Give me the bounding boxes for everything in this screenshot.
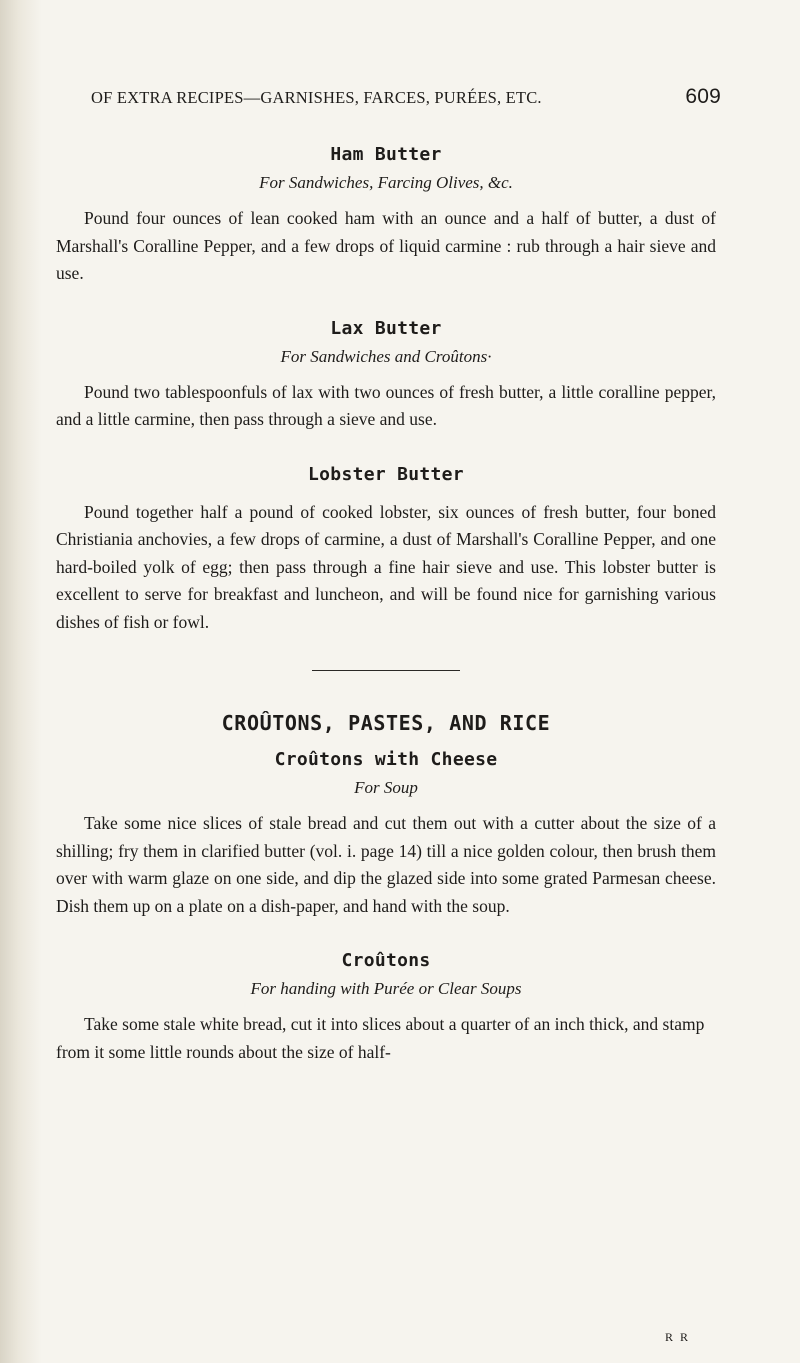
recipe-subtitle: For Sandwiches and Croûtons·	[280, 346, 492, 366]
recipe-title: Lobster Butter	[308, 463, 464, 485]
page-number: 609	[685, 85, 721, 108]
recipe-croutons	[56, 950, 716, 1066]
recipe-lax-butter	[56, 318, 716, 434]
signature-mark: R R	[665, 1330, 691, 1344]
recipe-text: Take some nice slices of stale bread and cut them out with a cutter about the size of a shilling; fry them in clarified butter (vol. i. page 14) till a nice golden colour, then brush them over with warm glaze on one side, and dip the glazed side into some grated Parmesan cheese. Dish them up on a plate on a dish-paper, and hand with the soup.	[56, 813, 716, 916]
recipe-title: Ham Butter	[330, 144, 442, 165]
recipe-ham-butter	[56, 144, 716, 288]
recipe-lobster-butter	[56, 464, 716, 637]
recipe-subtitle: For handing with Purée or Clear Soups	[250, 979, 522, 998]
recipe-text: Pound four ounces of lean cooked ham with an ounce and a half of butter, a dust of Marshall's Coralline Pepper, and a few drops of liquid carmine : rub through a hair sieve and use.	[56, 208, 716, 283]
recipe-subtitle: For Sandwiches, Farcing Olives, &c.	[259, 173, 513, 192]
running-title: OF EXTRA RECIPES—GARNISHES, FARCES, PURÉES, ETC.	[91, 88, 542, 107]
recipe-croutons-with-cheese	[56, 749, 716, 920]
recipe-title: Lax Butter	[330, 317, 442, 339]
recipe-subtitle: For Soup	[354, 778, 418, 797]
recipe-title: Croûtons	[341, 950, 431, 971]
page-edge-shadow	[0, 0, 42, 1363]
section-divider	[312, 670, 460, 671]
recipe-text: Take some stale white bread, cut it into slices about a quarter of an inch thick, and stamp from it some little rounds about the size of half-	[56, 1014, 705, 1062]
recipe-text: Pound two tablespoonfuls of lax with two ounces of fresh butter, a little coralline pepper, and a little carmine, then pass through a sieve and use.	[56, 381, 716, 429]
page-content	[56, 144, 716, 1066]
chapter-heading: CROÛTONS, PASTES, AND RICE	[221, 711, 551, 735]
recipe-title: Croûtons with Cheese	[274, 749, 498, 770]
running-header	[91, 85, 721, 108]
recipe-text: Pound together half a pound of cooked lobster, six ounces of fresh butter, four boned Christiania anchovies, a few drops of carmine, a dust of Marshall's Coralline Pepper, and one hard-boiled yolk of egg; then pass through a fine hair sieve and use. This lobster butter is excellent to serve for breakfast and luncheon, and will be found nice for garnishing various dishes of fish or fowl.	[56, 501, 716, 632]
